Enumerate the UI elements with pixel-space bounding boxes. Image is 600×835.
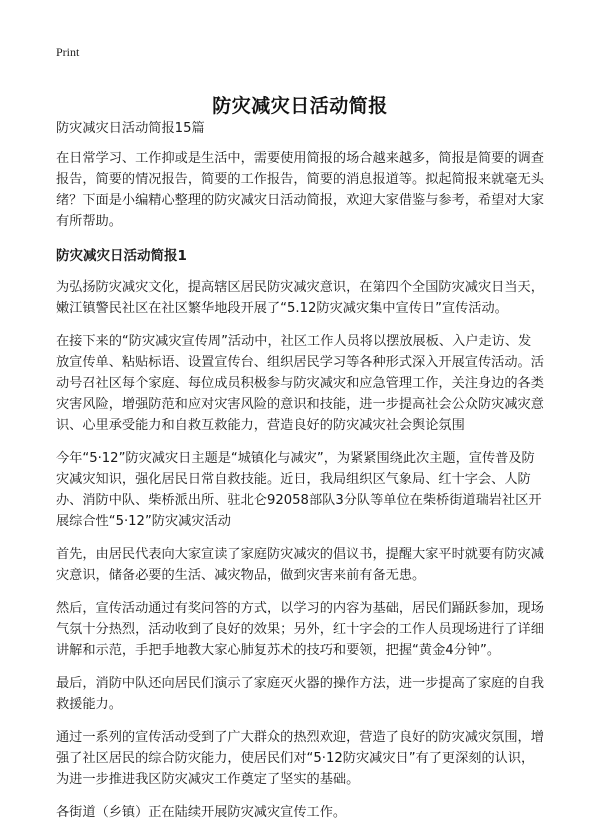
paragraph: 然后，宣传活动通过有奖问答的方式，以学习的内容为基础，居民们踊跃参加，现场气氛十分热烈，活动收到了良好的效果；另外，红十字会的工作人员现场进行了详细讲解和示范，手把手地教大家心肺复苏术的技巧和要领，把握“黄金4分钟”。 xyxy=(56,601,544,658)
paragraph: 通过一系列的宣传活动受到了广大群众的热烈欢迎，营造了良好的防灾减灾氛围，增强了社区居民的综合防灾能力，使居民们对“5·12防灾减灾日”有了更深刻的认识，为进一步推进我区防灾减灾工作奠定了坚实的基础。 xyxy=(56,730,544,787)
article-subtitle: 防灾减灾日活动简报15篇 xyxy=(56,121,205,136)
print-link[interactable]: Print xyxy=(56,45,80,59)
paragraph: 今年“5·12”防灾减灾日主题是“城镇化与减灾”，为紧紧围绕此次主题，宣传普及防灾减灾知识，强化居民日常自救技能。近日，我局组织区气象局、红十字会、人防办、消防中队、柴桥派出所、驻北仑92058部队3分队等单位在柴桥街道瑞岩社区开展综合性“5·12”防灾减灾活动 xyxy=(56,451,542,529)
paragraph: 最后，消防中队还向居民们演示了家庭灭火器的操作方法，进一步提高了家庭的自我救援能力。 xyxy=(56,676,544,712)
paragraph: 为弘扬防灾减灾文化，提高辖区居民防灾减灾意识，在第四个全国防灾减灾日当天，嫩江镇警民社区在社区繁华地段开展了“5.12防灾减灾集中宣传日”宣传活动。 xyxy=(56,280,544,316)
page-title: 防灾减灾日活动简报 xyxy=(212,94,388,117)
article-body xyxy=(56,118,544,835)
intro-paragraph: 在日常学习、工作抑或是生活中，需要使用简报的场合越来越多，简报是简要的调查报告，简要的情况报告，简要的工作报告，简要的消息报道等。拟起简报来就毫无头绪？下面是小编精心整理的防灾减灾日活动简报，欢迎大家借鉴与参考，希望对大家有所帮助。 xyxy=(56,151,544,229)
paragraph: 首先，由居民代表向大家宣读了家庭防灾减灾的倡议书，提醒大家平时就要有防灾减灾意识，储备必要的生活、减灾物品，做到灾害来前有备无患。 xyxy=(56,547,544,583)
paragraph: 各街道（乡镇）正在陆续开展防灾减灾宣传工作。 xyxy=(56,805,347,820)
paragraph: 在接下来的“防灾减灾宣传周”活动中，社区工作人员将以摆放展板、入户走访、发放宣传单、粘贴标语、设置宣传台、组织居民学习等各种形式深入开展宣传活动。活动号召社区每个家庭、每位成员积极参与防灾减灾和应急管理工作，关注身边的各类灾害风险，增强防范和应对灾害风险的意识和技能，进一步提高社会公众防灾减灾意识、心里承受能力和自救互救能力，营造良好的防灾减灾社会舆论氛围 xyxy=(56,334,544,433)
section-heading: 防灾减灾日活动简报1 xyxy=(56,248,187,264)
